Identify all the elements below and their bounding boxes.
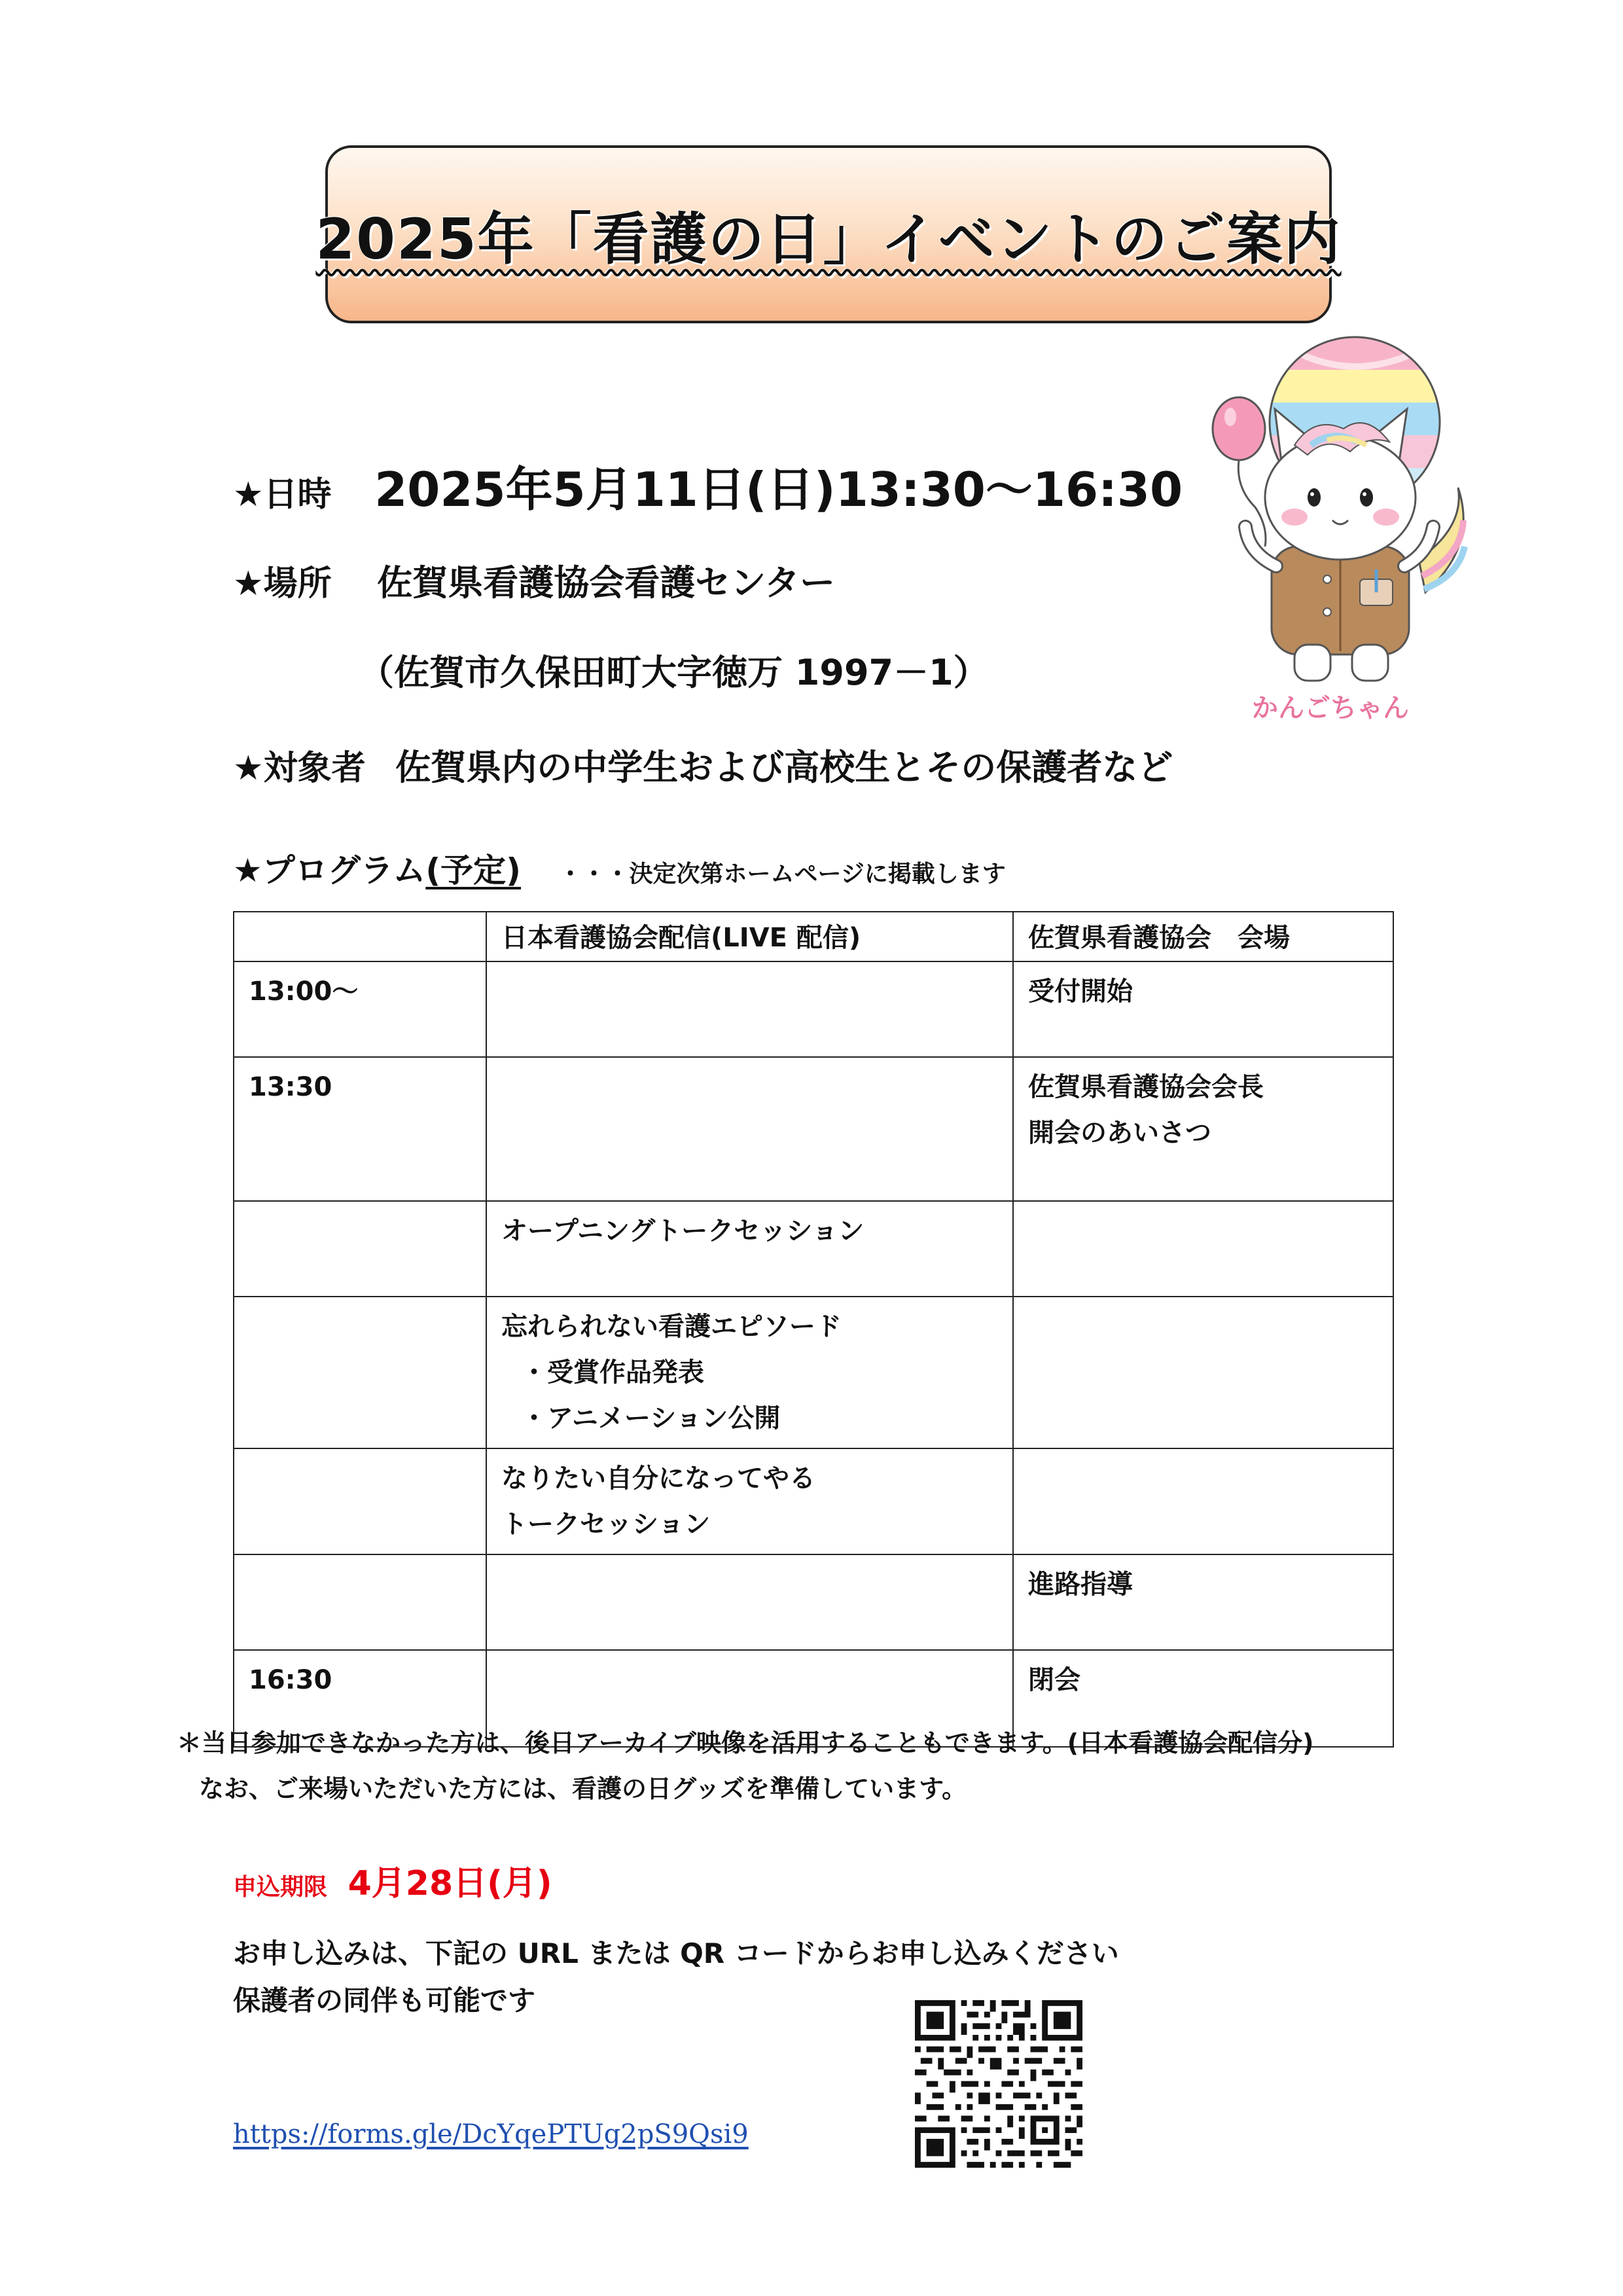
program-note: ・・・決定次第ホームページに掲載します [558,861,1006,888]
address-row [359,645,989,695]
venue-item: 閉会 [1028,1665,1080,1695]
cell-time [234,1448,486,1554]
table-row [234,1201,1393,1297]
header-venue: 佐賀県看護協会 会場 [1013,912,1393,961]
table-row [234,1297,1393,1448]
datetime-value: 2025年5月11日(日)13:30～16:30 [374,462,1183,517]
program-heading [233,844,1006,891]
table-header-row [234,912,1393,961]
online-item: オープニングトークセッション [501,1216,865,1246]
note-archive: ＊当日参加できなかった方は、後日アーカイブ映像を活用することもできます。(日本看護協会配信分) [177,1729,1314,1757]
apply-guardian-note: 保護者の同伴も可能です [233,1984,536,2017]
place-label: ★場所 [233,564,332,603]
cell-venue [1013,1297,1393,1448]
program-label-tentative: (予定) [425,852,522,889]
table-row [234,1057,1393,1201]
deadline-label: 申込期限 [233,1874,328,1901]
header-time [234,912,486,961]
datetime-label: ★日時 [233,475,332,514]
schedule-table [233,911,1394,1748]
target-value: 佐賀県内の中学生および高校生とその保護者など [395,747,1173,788]
qr-code-icon[interactable] [915,2000,1082,2168]
place-row [233,555,835,605]
cell-online [486,1297,1013,1448]
online-item: トークセッション [501,1509,711,1539]
cell-time [234,1201,486,1297]
online-item: 忘れられない看護エピソード [501,1312,842,1342]
deadline-row [233,1856,552,1905]
note-goods: なお、ご来場いただいた方には、看護の日グッズを準備しています。 [199,1774,967,1803]
venue-item: 開会のあいさつ [1028,1118,1211,1148]
target-label: ★対象者 [233,749,366,788]
cell-online [486,1057,1013,1201]
cell-venue [1013,1201,1393,1297]
venue-item: 進路指導 [1028,1570,1133,1600]
venue-item: 受付開始 [1028,977,1133,1007]
table-row [234,1554,1393,1650]
mascot-illustration [1203,331,1478,723]
target-row [233,740,1173,790]
table-row [234,1448,1393,1554]
online-item: なりたい自分になってやる [501,1463,815,1494]
header-online: 日本看護協会配信(LIVE 配信) [486,912,1013,961]
page-title: 2025年「看護の日」イベントのご案内 [315,207,1342,272]
cell-venue [1013,961,1393,1057]
datetime-row [233,452,1183,520]
cell-time: 13:30 [234,1057,486,1201]
place-value: 佐賀県看護協会看護センター [377,562,836,603]
cell-time: 16:30 [234,1650,486,1747]
cell-venue [1013,1448,1393,1554]
title-banner [315,145,1342,323]
mascot-name: かんごちゃん [1252,693,1409,723]
online-subitem: ・アニメーション公開 [521,1403,781,1433]
cell-time: 13:00～ [234,961,486,1057]
cell-time [234,1554,486,1650]
cell-online [486,1448,1013,1554]
cell-online [486,961,1013,1057]
table-row [234,961,1393,1057]
apply-instructions: お申し込みは、下記の URL または QR コードからお申し込みください [233,1937,1119,1969]
deadline-date: 4月28日(月) [348,1864,552,1903]
address: （佐賀市久保田町大字徳万 1997－1） [359,652,989,693]
cell-online [486,1201,1013,1297]
form-url-link[interactable]: https://forms.gle/DcYqePTUg2pS9Qsi9 [233,2119,749,2149]
cell-venue [1013,1057,1393,1201]
venue-item: 佐賀県看護協会会長 [1028,1072,1264,1102]
cell-time [234,1297,486,1448]
cell-venue [1013,1554,1393,1650]
online-subitem: ・受賞作品発表 [521,1357,704,1388]
program-label: ★プログラム [233,852,426,889]
cell-online [486,1554,1013,1650]
